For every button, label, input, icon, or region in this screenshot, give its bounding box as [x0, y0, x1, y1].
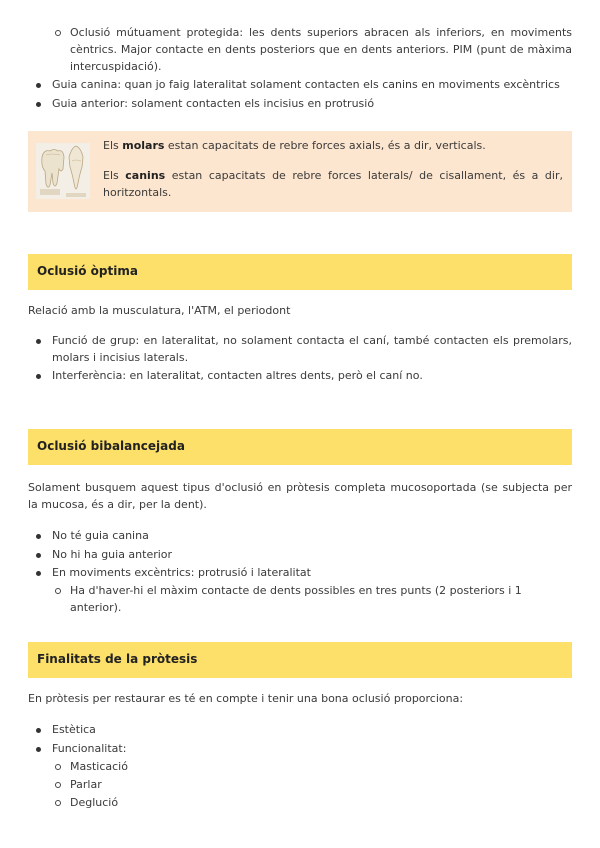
text-run: estan capacitats de rebre forces axials, és a dir, verticals. — [164, 139, 486, 152]
list-item-text: Masticació — [70, 760, 128, 773]
text-run: Els — [103, 139, 123, 152]
list-item-text: Funcionalitat: — [52, 742, 127, 755]
section-heading: Finalitats de la pròtesis — [37, 652, 198, 666]
section-heading-bar — [28, 642, 572, 678]
list-item-text: Deglució — [70, 796, 119, 809]
section-list — [28, 721, 572, 811]
list-item — [28, 776, 572, 793]
section-intro: Relació amb la musculatura, l'ATM, el periodont — [28, 304, 291, 317]
top-list — [28, 24, 572, 112]
list-item — [28, 76, 572, 93]
text-run: estan capacitats de rebre forces laterals/ de cisallament, és a dir, horitzontals. — [103, 169, 563, 199]
list-item — [28, 546, 572, 563]
list-item — [28, 564, 572, 581]
list-item — [28, 332, 572, 366]
list-item — [28, 582, 572, 616]
bold-term: canins — [125, 169, 166, 182]
list-item-text: Guia canina: quan jo faig lateralitat solament contacten els canins en moviments excèntrics — [52, 78, 560, 91]
section-intro: Solament busquem aquest tipus d'oclusió en pròtesis completa mucosoportada (se subjecta per la mucosa, és a dir, per la dent). — [28, 481, 572, 511]
callout-paragraph-molars — [103, 137, 563, 154]
list-item-text: Interferència: en lateralitat, contacten altres dents, però el caní no. — [52, 369, 423, 382]
section-heading-bar — [28, 429, 572, 465]
list-item-text: Guia anterior: solament contacten els incisius en protrusió — [52, 97, 375, 110]
list-item — [28, 721, 572, 738]
list-item-text: En moviments excèntrics: protrusió i lateralitat — [52, 566, 311, 579]
bold-term: molars — [122, 139, 165, 152]
section-intro: En pròtesis per restaurar es té en compte i tenir una bona oclusió proporciona: — [28, 692, 464, 705]
section-heading-bar — [28, 254, 572, 290]
list-item — [28, 24, 572, 75]
callout-text — [103, 137, 563, 201]
callout-paragraph-canins — [103, 167, 563, 201]
list-item — [28, 527, 572, 544]
list-item-text: No té guia canina — [52, 529, 149, 542]
section-list — [28, 332, 572, 384]
section-heading: Oclusió òptima — [37, 264, 138, 278]
section-heading: Oclusió bibalancejada — [37, 439, 185, 453]
list-item-text: No hi ha guia anterior — [52, 548, 173, 561]
list-item — [28, 794, 572, 811]
callout-box — [28, 131, 572, 212]
list-item — [28, 367, 572, 384]
list-item-text: Estètica — [52, 723, 96, 736]
teeth-model-icon — [36, 143, 90, 199]
list-item-text: Funció de grup: en lateralitat, no solament contacta el caní, també contacten els premolars, molars i incisius laterals. — [52, 334, 572, 364]
list-item — [28, 740, 572, 757]
list-item — [28, 95, 572, 112]
list-item — [28, 758, 572, 775]
section-list — [28, 527, 572, 616]
list-item-text: Parlar — [70, 778, 102, 791]
list-item-text: Ha d'haver-hi el màxim contacte de dents possibles en tres punts (2 posteriors i 1 anterior). — [70, 584, 522, 614]
text-run: Els — [103, 169, 126, 182]
list-item-text: Oclusió mútuament protegida: les dents superiors abracen als inferiors, en moviments cèntrics. Major contacte en dents posteriors que en dents anteriors. PIM (punt de màxima intercuspidació). — [70, 26, 572, 73]
